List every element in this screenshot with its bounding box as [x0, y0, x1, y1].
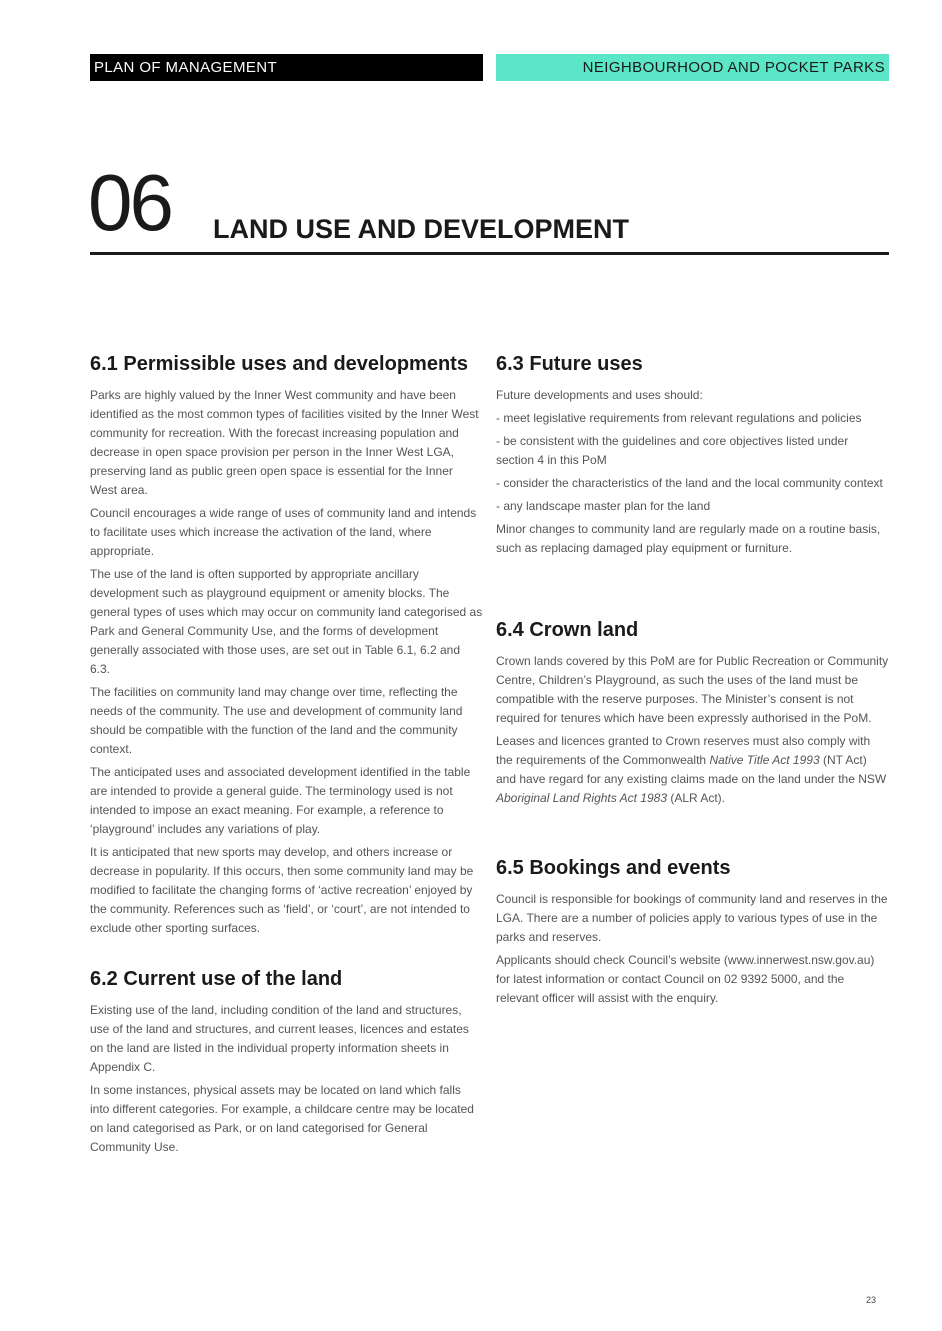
paragraph: Minor changes to community land are regularly made on a routine basis, such as replacing damaged play equipment or furniture.: [496, 522, 881, 555]
page-number: 23: [866, 1295, 877, 1305]
header-left-label: PLAN OF MANAGEMENT: [94, 59, 278, 76]
list-item: - be consistent with the guidelines and core objectives listed under section 4 in this PoM: [496, 434, 849, 467]
header-left-bar: [90, 54, 483, 81]
paragraph: It is anticipated that new sports may develop, and others increase or decrease in popularity. If this occurs, then some community land may be modified to facilitate the changing forms of ‘active recreation’ enjoyed by the community. References such as ‘field’, or ‘court’, are not intended to exclude other sporting surfaces.: [90, 845, 474, 935]
paragraph: Parks are highly valued by the Inner West community and have been identified as the most common types of facilities visited by the Inner West community for recreation. With the forecast increasing population and decrease in open space provision per person in the Inner West LGA, preserving land as public green open space is essential for the Inner West area.: [90, 388, 479, 497]
header-right-bar: [496, 54, 889, 81]
paragraph: In some instances, physical assets may be located on land which falls into different categories. For example, a childcare centre may be located on land categorised as Park, or on land categorised for General Community Use.: [90, 1083, 474, 1154]
section-heading: 6.3 Future uses: [496, 353, 643, 375]
section-heading: 6.1 Permissible uses and developments: [90, 353, 468, 375]
chapter-divider: [90, 252, 889, 255]
chapter-title: LAND USE AND DEVELOPMENT: [213, 214, 630, 244]
section-6-1: [90, 352, 483, 942]
text-run: Leases and licences granted to Crown reserves must also comply with the requirements of the Commonwealth: [496, 734, 871, 767]
paragraph: The anticipated uses and associated development identified in the table are intended to provide a general guide. The terminology used is not intended to impose an exact meaning. For example, a reference to ‘playground’ includes any variations of play.: [90, 765, 471, 836]
section-heading: 6.2 Current use of the land: [90, 968, 343, 990]
list-item: - meet legislative requirements from relevant regulations and policies: [496, 411, 862, 425]
paragraph: Council encourages a wide range of uses of community land and intends to facilitate uses which increase the activation of the land, where appropriate.: [90, 506, 477, 558]
section-6-5: [496, 856, 889, 1012]
paragraph: The use of the land is often supported by appropriate ancillary development such as playground equipment or amenity blocks. The general types of uses which may occur on community land categorised as Park and General Community Use, and the forms of development generally associated with those uses, are set out in Table 6.1, 6.2 and 6.3.: [90, 567, 483, 676]
section-6-2: [90, 967, 483, 1161]
paragraph: The facilities on community land may change over time, reflecting the needs of the community. The use and development of community land should be compatible with the function of the land and the community context.: [90, 685, 463, 756]
paragraph: Future developments and uses should:: [496, 388, 703, 402]
text-run: (NT Act) and have regard for any existing claims made on the land under the NSW: [496, 753, 887, 786]
text-run: (ALR Act).: [667, 791, 726, 805]
section-6-4: [496, 618, 889, 812]
act-title: Native Title Act 1993: [709, 753, 820, 767]
paragraph: Applicants should check Council’s website (www.innerwest.nsw.gov.au) for latest information or contact Council on 02 9392 5000, and the relevant officer will assist with the enquiry.: [496, 953, 875, 1005]
paragraph: [496, 732, 889, 808]
section-heading: 6.5 Bookings and events: [496, 857, 731, 879]
paragraph: Existing use of the land, including condition of the land and structures, use of the land and structures, and current leases, licences and estates on the land are listed in the individual property information sheets in Appendix C.: [90, 1003, 469, 1074]
chapter-number: 06: [88, 158, 171, 247]
section-heading: 6.4 Crown land: [496, 619, 639, 641]
act-title: Aboriginal Land Rights Act 1983: [496, 791, 667, 805]
list-item: - any landscape master plan for the land: [496, 499, 711, 513]
paragraph: Council is responsible for bookings of community land and reserves in the LGA. There are a number of policies apply to various types of use in the parks and reserves.: [496, 892, 888, 944]
header-right-label: NEIGHBOURHOOD AND POCKET PARKS: [582, 59, 885, 76]
paragraph: Crown lands covered by this PoM are for Public Recreation or Community Centre, Children’s Playground, as such the uses of the land must be compatible with the reserve purposes. The Minister’s consent is not required for tenures which have been expressly authorised in the PoM.: [496, 654, 889, 725]
section-6-3: [496, 352, 889, 562]
list-item: - consider the characteristics of the land and the local community context: [496, 476, 883, 490]
